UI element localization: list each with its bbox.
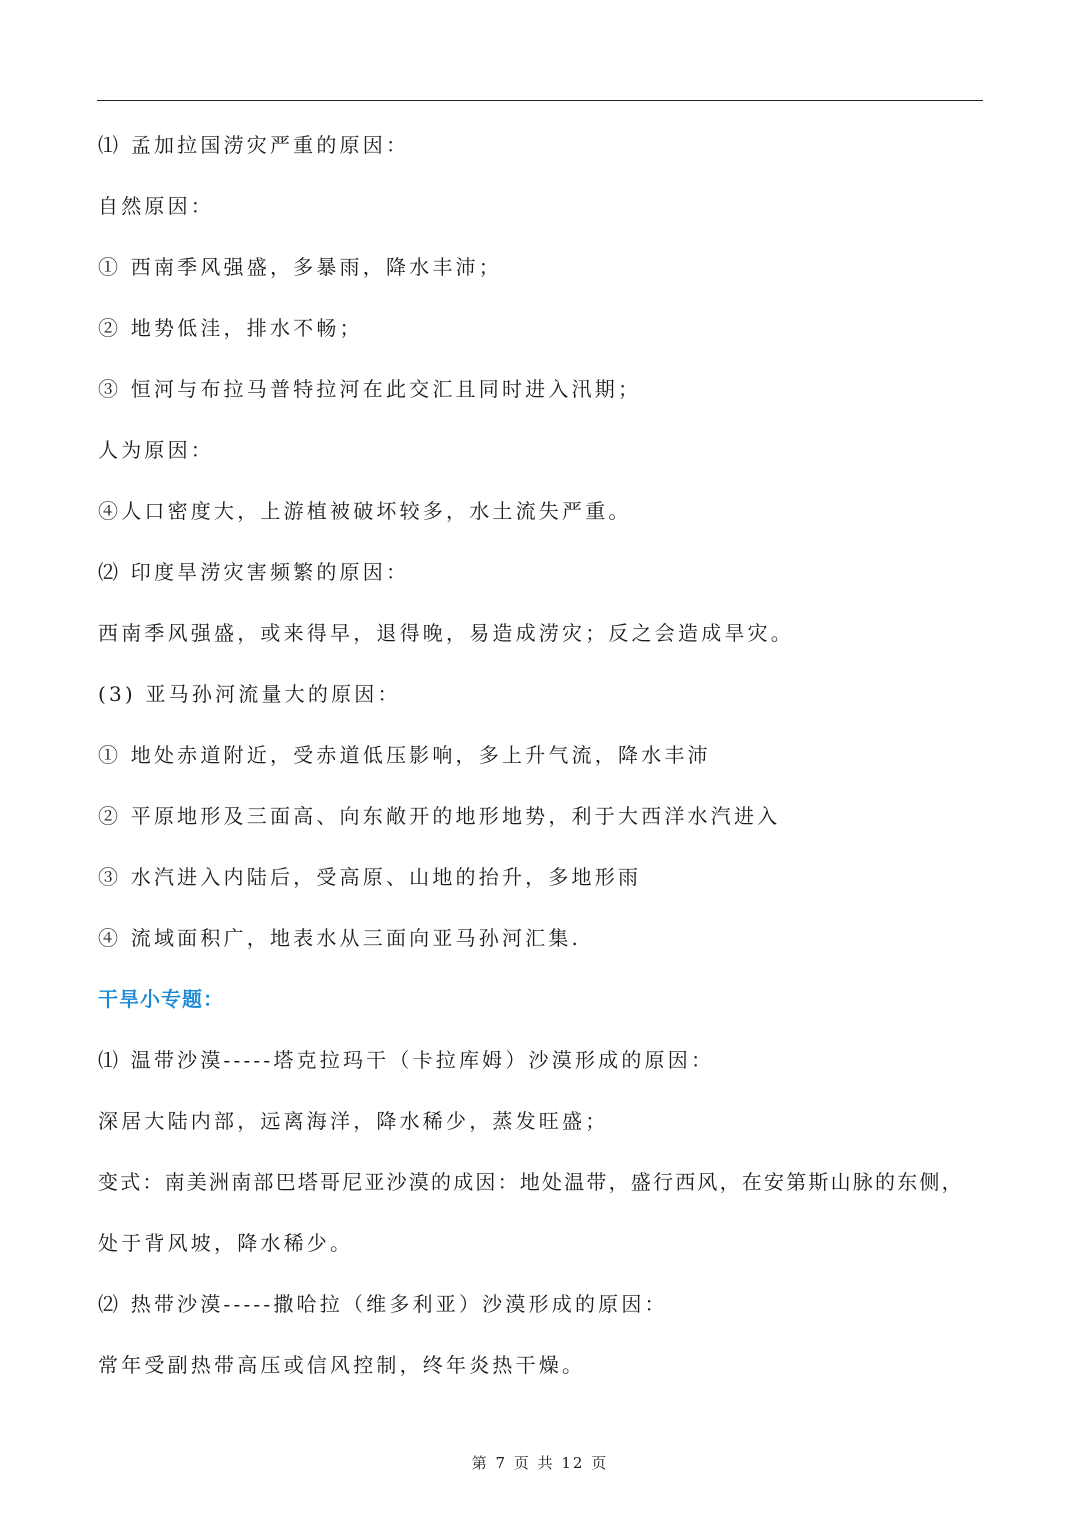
list-item: ③ 恒河与布拉马普特拉河在此交汇且同时进入汛期； xyxy=(98,377,642,401)
header-rule xyxy=(97,100,983,101)
section-title-india: ⑵ 印度旱涝灾害频繁的原因： xyxy=(98,560,410,584)
list-item: ① 西南季风强盛，多暴雨，降水丰沛； xyxy=(98,255,502,279)
section-title-tropical-desert: ⑵ 热带沙漠-----撒哈拉（维多利亚）沙漠形成的原因： xyxy=(98,1292,668,1316)
section-title-temperate-desert: ⑴ 温带沙漠-----塔克拉玛干（卡拉库姆）沙漠形成的原因： xyxy=(98,1048,715,1072)
list-item: ② 平原地形及三面高、向东敞开的地形地势，利于大西洋水汽进入 xyxy=(98,804,781,828)
subheading-human-causes: 人为原因： xyxy=(98,438,214,462)
section-title-bangladesh: ⑴ 孟加拉国涝灾严重的原因： xyxy=(98,133,410,157)
page-number: 第 7 页 共 12 页 xyxy=(471,1454,609,1472)
list-item: ④人口密度大，上游植被破坏较多，水土流失严重。 xyxy=(98,499,632,523)
paragraph: 深居大陆内部，远离海洋，降水稀少，蒸发旺盛； xyxy=(98,1109,609,1133)
paragraph: 常年受副热带高压或信风控制，终年炎热干燥。 xyxy=(98,1353,586,1377)
paragraph: 处于背风坡，降水稀少。 xyxy=(98,1231,354,1255)
section-title-amazon: (3) 亚马孙河流量大的原因： xyxy=(98,682,401,706)
list-item: ③ 水汽进入内陆后，受高原、山地的抬升，多地形雨 xyxy=(98,865,642,889)
topic-heading-drought: 干旱小专题： xyxy=(98,987,224,1011)
list-item: ② 地势低洼，排水不畅； xyxy=(98,316,363,340)
list-item: ① 地处赤道附近，受赤道低压影响，多上升气流，降水丰沛 xyxy=(98,743,711,767)
paragraph: 变式：南美洲南部巴塔哥尼亚沙漠的成因：地处温带，盛行西风，在安第斯山脉的东侧， xyxy=(98,1170,964,1194)
subheading-natural-causes: 自然原因： xyxy=(98,194,214,218)
paragraph: 西南季风强盛，或来得早，退得晚，易造成涝灾；反之会造成旱灾。 xyxy=(98,621,794,645)
list-item: ④ 流域面积广，地表水从三面向亚马孙河汇集. xyxy=(98,926,582,950)
